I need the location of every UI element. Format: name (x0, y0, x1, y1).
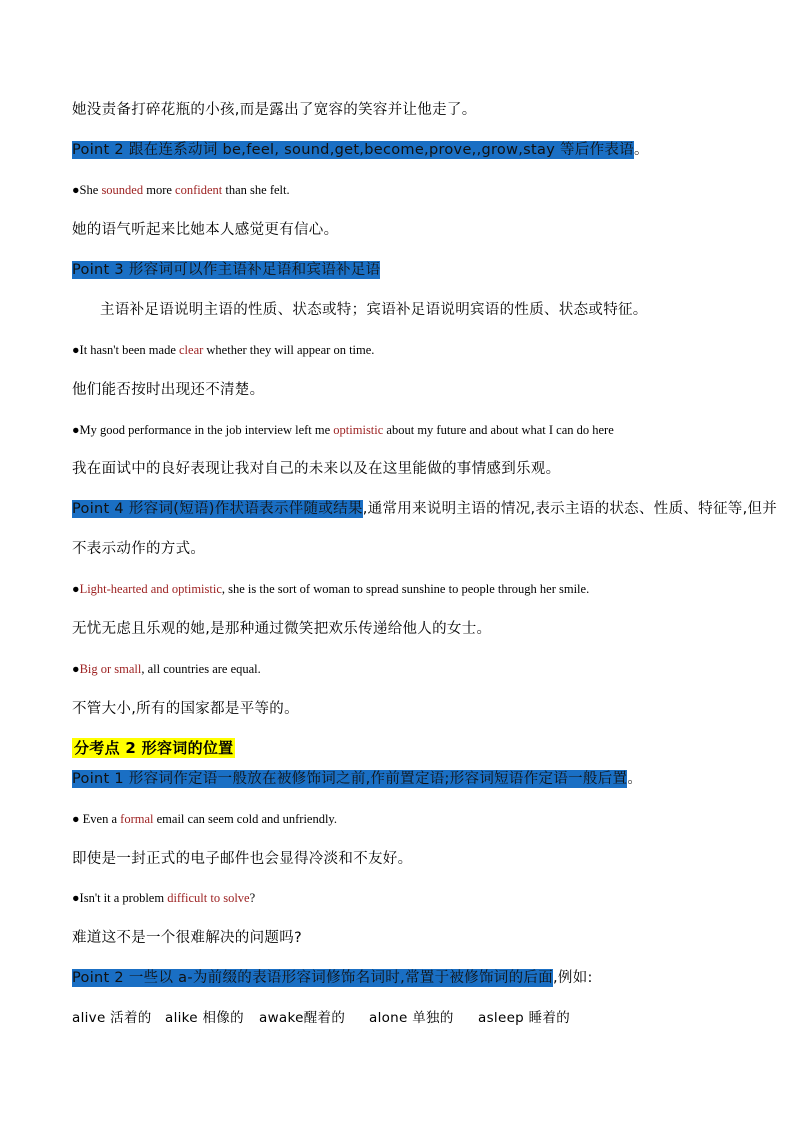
word-item: alone 单独的 (369, 1010, 454, 1026)
highlighted-heading: Point 2 一些以 a-为前缀的表语形容词修饰名词时,常置于被修饰词的后面 (72, 970, 553, 986)
word-item: awake醒着的 (259, 1010, 346, 1026)
text-line: 不表示动作的方式。 (72, 541, 206, 557)
highlighted-heading: Point 2 跟在连系动词 be,feel, sound,get,become,prove,,grow,stay 等后作表语 (72, 142, 634, 158)
text-line: 她没责备打碎花瓶的小孩,而是露出了宽容的笑容并让他走了。 (72, 102, 477, 118)
example-sentence: ●Big or small, all countries are equal. (72, 662, 261, 676)
word-list (72, 1008, 570, 1028)
word-item: asleep 睡着的 (478, 1010, 571, 1026)
point-heading: Point 4 形容词(短语)作状语表示伴随或结果,通常用来说明主语的情况,表示主语的状态、性质、特征等,但并 (72, 501, 778, 517)
translation: 无忧无虑且乐观的她,是那种通过微笑把欢乐传递给他人的女士。 (72, 621, 492, 637)
section-heading (72, 738, 235, 759)
translation: 不管大小,所有的国家都是平等的。 (72, 701, 299, 717)
point-heading: Point 2 跟在连系动词 be,feel, sound,get,become,prove,,grow,stay 等后作表语。 (72, 142, 649, 158)
word-item: alike 相像的 (165, 1010, 244, 1026)
translation: 我在面试中的良好表现让我对自己的未来以及在这里能做的事情感到乐观。 (72, 461, 561, 477)
example-sentence: ● Even a formal email can seem cold and unfriendly. (72, 812, 337, 826)
point-heading: Point 2 一些以 a-为前缀的表语形容词修饰名词时,常置于被修饰词的后面,例如: (72, 970, 593, 986)
highlighted-heading: Point 3 形容词可以作主语补足语和宾语补足语 (72, 262, 381, 278)
example-sentence: ●Isn't it a problem difficult to solve? (72, 891, 256, 905)
definition-text: 主语补足语说明主语的性质、状态或特；宾语补足语说明宾语的性质、状态或特征。 (100, 302, 648, 318)
translation: 即使是一封正式的电子邮件也会显得冷淡和不友好。 (72, 851, 413, 867)
translation: 他们能否按时出现还不清楚。 (72, 382, 265, 398)
translation: 难道这不是一个很难解决的问题吗? (72, 930, 302, 946)
point-heading: Point 1 形容词作定语一般放在被修饰词之前,作前置定语;形容词短语作定语一般后置。 (72, 771, 643, 787)
highlighted-heading: Point 4 形容词(短语)作状语表示伴随或结果 (72, 501, 363, 517)
point-heading (72, 260, 380, 280)
example-sentence: ●She sounded more confident than she felt. (72, 183, 290, 197)
translation: 她的语气听起来比她本人感觉更有信心。 (72, 222, 339, 238)
word-item: alive 活着的 (72, 1010, 152, 1026)
example-sentence: ●It hasn't been made clear whether they will appear on time. (72, 343, 375, 357)
highlighted-heading: Point 1 形容词作定语一般放在被修饰词之前,作前置定语;形容词短语作定语一般后置 (72, 771, 628, 787)
example-sentence: ●My good performance in the job interview left me optimistic about my future and about what I can do here (72, 423, 614, 437)
example-sentence: ●Light-hearted and optimistic, she is the sort of woman to spread sunshine to people through her smile. (72, 582, 590, 596)
highlighted-section-title: 分考点 2 形容词的位置 (74, 739, 234, 757)
